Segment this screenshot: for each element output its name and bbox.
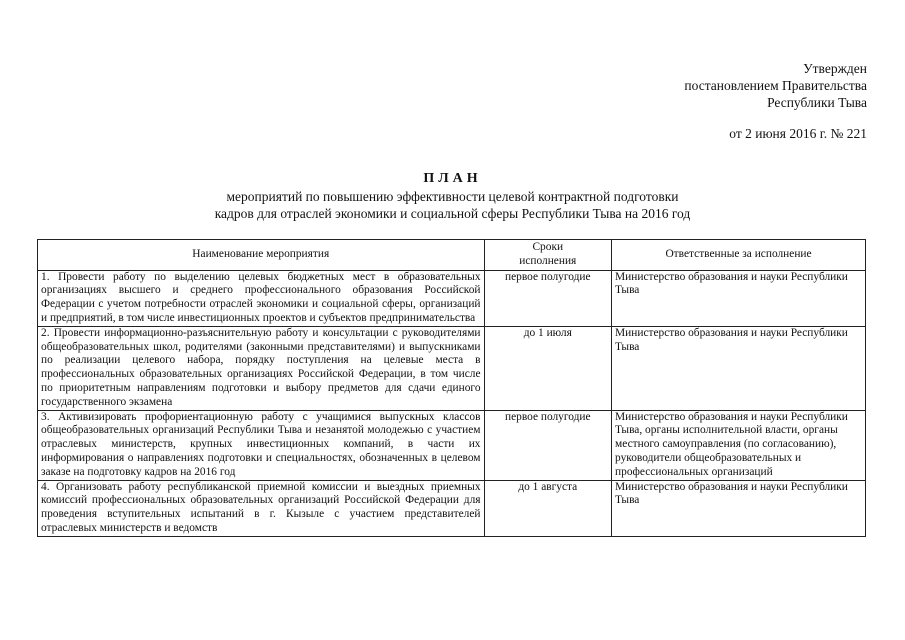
approval-stamp — [627, 60, 867, 142]
approval-date: от 2 июня 2016 г. № 221 — [729, 126, 867, 141]
activity-cell: 1. Провести работу по выделению целевых бюджетных мест в образовательных организациях высшего и среднего профессионального образования Российской Федерации с учетом потребности отраслей экономики и социальной сферы, организаций и предприятий, в том числе инвестиционных проектов и субъектов предпринимательства — [38, 270, 485, 326]
activity-cell: 4. Организовать работу республиканской приемной комиссии и выездных приемных комиссий профессиональных образовательных организаций Российской Федерации для проведения вступительных испытаний в г. Кызыле с участием представителей отраслевых министерств и ведомств — [38, 480, 485, 536]
plan-table — [37, 239, 866, 537]
activity-cell: 3. Активизировать профориентационную работу с учащимися выпускных классов общеобразовательных организаций Республики Тыва и незанятой молодежью с участием отраслевых министерств, крупных инвестиционных компаний, в части их информирования о направлениях подготовки и специальностях, обозначенных в целевом заказе на подготовку кадров на 2016 год — [38, 410, 485, 480]
responsible-cell: Министерство образования и науки Республики Тыва — [612, 270, 866, 326]
responsible-cell: Министерство образования и науки Республики Тыва — [612, 480, 866, 536]
deadline-cell: до 1 августа — [484, 480, 612, 536]
plan-subtitle-line-1: мероприятий по повышению эффективности целевой контрактной подготовки — [226, 189, 679, 204]
table-row — [38, 326, 866, 410]
header-deadline-line-2: исполнения — [519, 254, 577, 267]
table-row — [38, 480, 866, 536]
header-activity: Наименование мероприятия — [38, 240, 485, 271]
approval-line-1: Утвержден — [803, 61, 867, 76]
table-row — [38, 410, 866, 480]
responsible-cell: Министерство образования и науки Республики Тыва — [612, 326, 866, 410]
responsible-cell: Министерство образования и науки Республики Тыва, органы исполнительной власти, органы местного самоуправления (по согласованию), руководители общеобразовательных и профессиональных организаций — [612, 410, 866, 480]
table-header-row — [38, 240, 866, 271]
deadline-cell: до 1 июля — [484, 326, 612, 410]
approval-line-2: постановлением Правительства — [684, 78, 867, 93]
approval-line-3: Республики Тыва — [767, 95, 867, 110]
header-deadline — [484, 240, 612, 271]
plan-title: ПЛАН — [423, 171, 482, 186]
plan-subtitle-line-2: кадров для отраслей экономики и социальной сферы Республики Тыва на 2016 год — [214, 206, 691, 221]
activity-cell: 2. Провести информационно-разъяснительную работу и консультации с руководителями общеобразовательных школ, родителями (законными представителями) и выпускниками по реализации целевого набора, порядку поступления на целевые места в профессиональных образовательных организациях Российской Федерации, в том числе по приоритетным направлениям подготовки и выбору предметов для сдачи единого государственного экзамена — [38, 326, 485, 410]
deadline-cell: первое полугодие — [484, 270, 612, 326]
header-deadline-line-1: Сроки — [532, 241, 564, 253]
plan-subtitle — [0, 188, 905, 222]
table-row — [38, 270, 866, 326]
deadline-cell: первое полугодие — [484, 410, 612, 480]
header-responsible: Ответственные за исполнение — [612, 240, 866, 271]
